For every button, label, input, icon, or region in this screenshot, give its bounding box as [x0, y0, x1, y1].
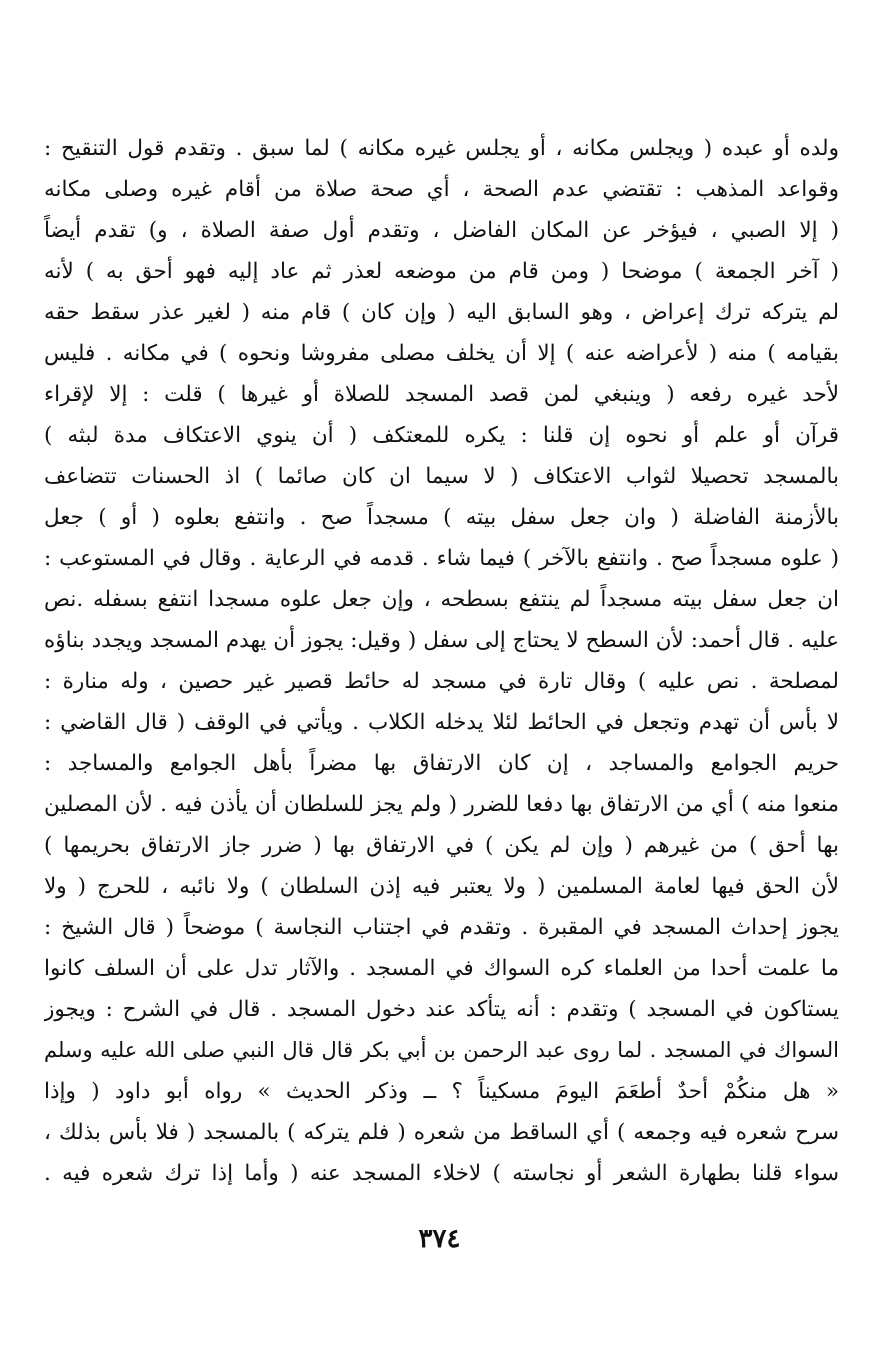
text-line: ولده أو عبده ( ويجلس مكانه ، أو يجلس غيره مكانه ) لما سبق . وتقدم قول التنقيح : [44, 136, 839, 161]
text-line: لمصلحة . نص عليه ) وقال تارة في مسجد له حائط قصير غير حصين ، وله منارة : [44, 669, 839, 694]
text-line: بالأزمنة الفاضلة ( وان جعل سفل بيته ) مسجداً صح . وانتفع بعلوه ( أو ) جعل [44, 505, 839, 530]
text-line: لم يتركه ترك إعراض ، وهو السابق اليه ( وإن كان ) قام منه ( لغير عذر سقط حقه [44, 300, 839, 325]
text-line: بقيامه ) منه ( لأعراضه عنه ) إلا أن يخلف مصلى مفروشا ونحوه ) في مكانه . فليس [44, 341, 839, 366]
text-line: قرآن أو علم أو نحوه إن قلنا : يكره للمعتكف ( أن ينوي الاعتكاف مدة لبثه ) [44, 423, 839, 448]
text-line: ان جعل سفل بيته مسجداً لم ينتفع بسطحه ، وإن جعل علوه مسجدا انتفع بسفله .نص [44, 587, 839, 612]
text-line: لأحد غيره رفعه ( وينبغي لمن قصد المسجد للصلاة أو غيرها ) قلت : إلا لإقراء [44, 382, 839, 407]
body-text [44, 128, 839, 1194]
text-line: ( علوه مسجداً صح . وانتفع بالآخر ) فيما شاء . قدمه في الرعاية . وقال في المستوعب : [44, 546, 839, 571]
text-line: سواء قلنا بطهارة الشعر أو نجاسته ) لاخلاء المسجد عنه ( وأما إذا ترك شعره فيه . [44, 1161, 839, 1186]
text-line: بالمسجد تحصيلا لثواب الاعتكاف ( لا سيما ان كان صائما ) اذ الحسنات تتضاعف [44, 464, 839, 489]
text-line: وقواعد المذهب : تقتضي عدم الصحة ، أي صحة صلاة من أقام غيره وصلى مكانه [44, 177, 839, 202]
text-line: ( آخر الجمعة ) موضحا ( ومن قام من موضعه لعذر ثم عاد إليه فهو أحق به ) لأنه [44, 259, 839, 284]
text-line: « هل منكُمْ أحدٌ أطعَمَ اليومَ مسكيناً ؟ ــ وذكر الحديث » رواه أبو داود ( وإذا [44, 1079, 839, 1104]
text-line: السواك في المسجد . لما روى عبد الرحمن بن أبي بكر قال قال النبي صلى الله عليه وسلم [44, 1038, 839, 1062]
text-line: عليه . قال أحمد: لأن السطح لا يحتاج إلى سفل ( وقيل: يجوز أن يهدم المسجد ويجدد بناؤه [44, 628, 839, 653]
text-line: سرح شعره فيه وجمعه ) أي الساقط من شعره ( فلم يتركه ) بالمسجد ( فلا بأس بذلك ، [44, 1120, 839, 1145]
text-line: منعوا منه ) أي من الارتفاق بها دفعا للضرر ( ولم يجز للسلطان أن يأذن فيه . لأن المصلين [44, 792, 839, 817]
text-line: حريم الجوامع والمساجد ، إن كان الارتفاق بها مضراً بأهل الجوامع والمساجد : [44, 751, 839, 776]
text-line: ما علمت أحدا من العلماء كره السواك في المسجد . والآثار تدل على أن السلف كانوا [44, 956, 839, 981]
text-line: لا بأس أن تهدم وتجعل في الحائط لئلا يدخله الكلاب . ويأتي في الوقف ( قال القاضي : [44, 710, 839, 735]
text-line: ( إلا الصبي ، فيؤخر عن المكان الفاضل ، وتقدم أول صفة الصلاة ، و) تقدم أيضاً [44, 218, 839, 243]
text-line: لأن الحق فيها لعامة المسلمين ( ولا يعتبر فيه إذن السلطان ) ولا نائبه ، للحرج ( ولا [44, 874, 839, 899]
text-line: يجوز إحداث المسجد في المقبرة . وتقدم في اجتناب النجاسة ) موضحاً ( قال الشيخ : [44, 915, 839, 940]
text-line: بها أحق ) من غيرهم ( وإن لم يكن ) في الارتفاق بها ( ضرر جاز الارتفاق بحريمها ) [44, 833, 839, 858]
text-line: يستاكون في المسجد ) وتقدم : أنه يتأكد عند دخول المسجد . قال في الشرح : ويجوز [44, 997, 839, 1022]
page-number: ٣٧٤ [418, 1224, 461, 1254]
